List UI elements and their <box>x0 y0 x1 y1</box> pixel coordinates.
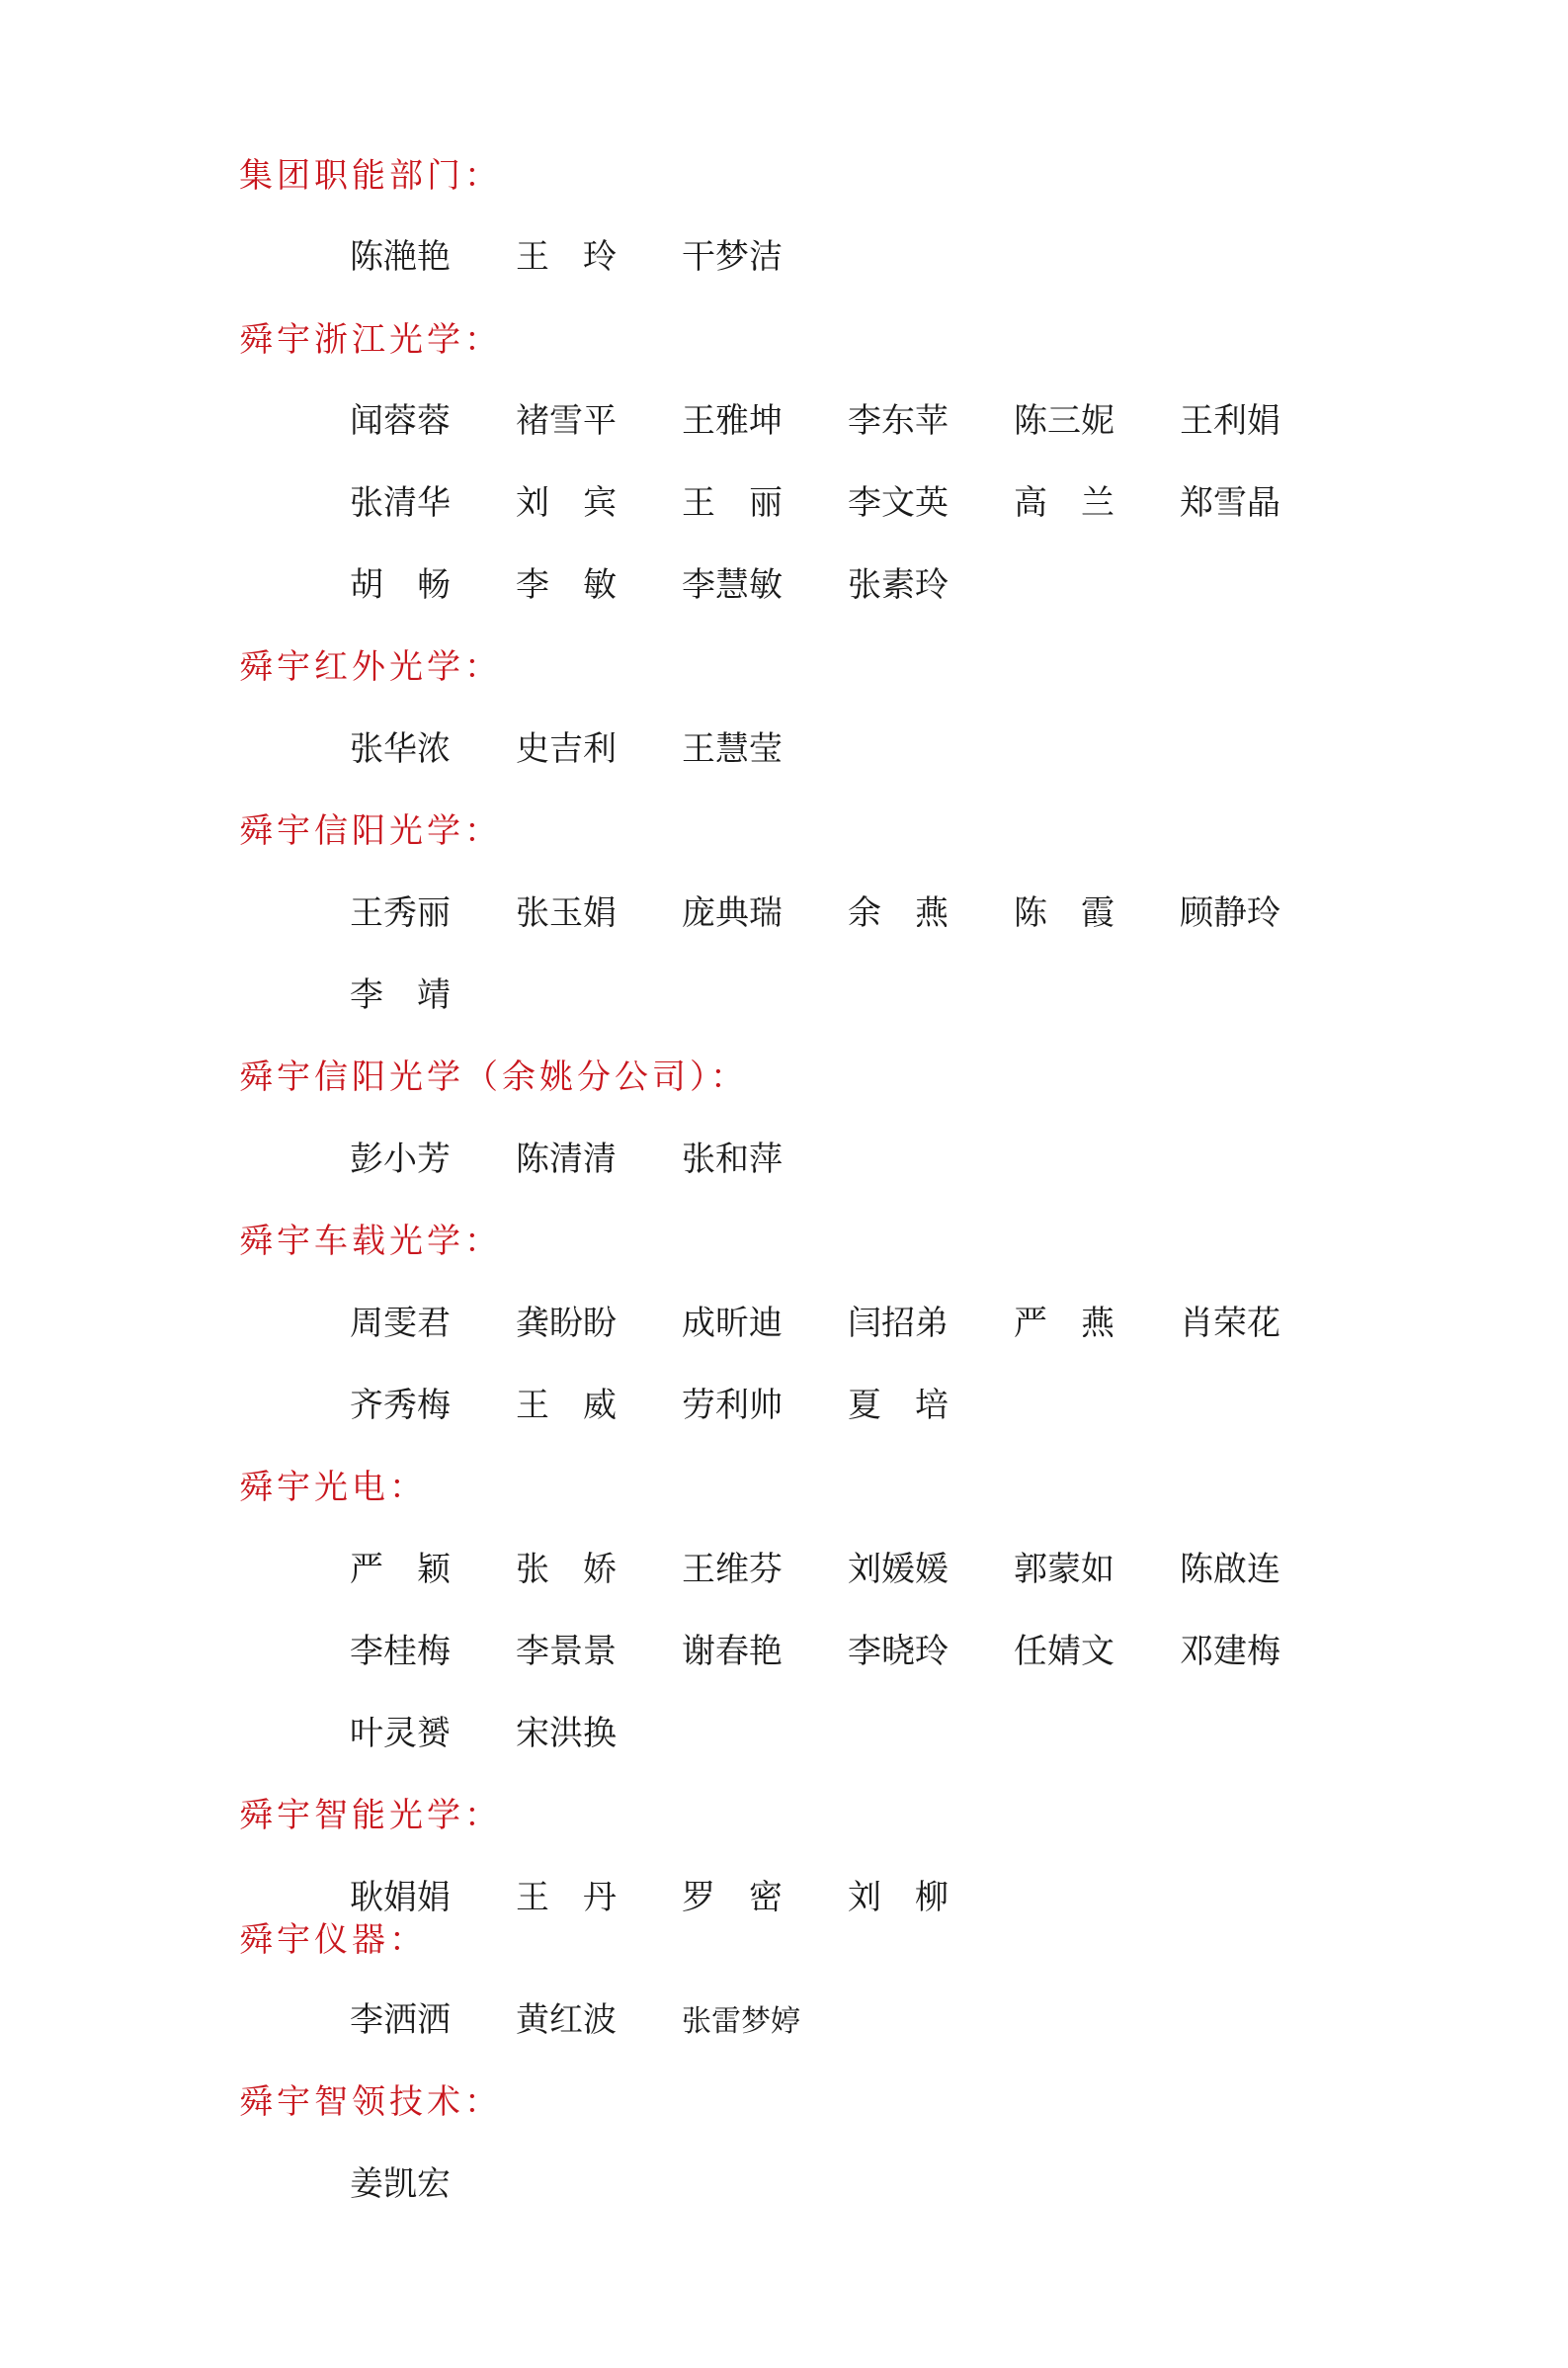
member-name: 王秀丽 <box>350 893 451 933</box>
section-title-infrared-optics: 舜宇红外光学： <box>239 647 502 687</box>
member-name: 王雅坤 <box>682 401 783 441</box>
member-name: 李晓玲 <box>848 1632 949 1671</box>
member-name: 郭蒙如 <box>1014 1550 1114 1589</box>
member-name: 劳利帅 <box>682 1386 783 1425</box>
member-name: 罗 密 <box>682 1878 783 1917</box>
section-title-xinyang-yuyao-branch: 舜宇信阳光学（余姚分公司）： <box>239 1057 748 1097</box>
section-title-vehicle-optics: 舜宇车载光学： <box>239 1222 502 1261</box>
member-name: 夏 培 <box>848 1386 949 1425</box>
section-title-zhejiang-optics: 舜宇浙江光学： <box>239 320 502 360</box>
member-name: 谢春艳 <box>682 1632 783 1671</box>
member-name: 黄红波 <box>516 2000 617 2040</box>
member-name: 张和萍 <box>682 1140 783 1179</box>
member-name: 陈清清 <box>516 1140 617 1179</box>
member-name: 高 兰 <box>1014 483 1114 523</box>
section-title-intelligent-optics: 舜宇智能光学： <box>239 1796 502 1835</box>
member-name: 李洒洒 <box>350 2000 451 2040</box>
member-name: 周雯君 <box>350 1304 451 1343</box>
member-name: 胡 畅 <box>350 565 451 605</box>
member-name: 闫招弟 <box>848 1304 949 1343</box>
member-name: 庞典瑞 <box>682 893 783 933</box>
member-name: 褚雪平 <box>516 401 617 441</box>
member-name: 陈三妮 <box>1014 401 1114 441</box>
member-name: 李景景 <box>516 1632 617 1671</box>
member-name: 李东苹 <box>848 401 949 441</box>
section-title-zhiling-technology: 舜宇智领技术： <box>239 2082 502 2122</box>
member-name: 李 靖 <box>350 975 451 1015</box>
member-name: 郑雪晶 <box>1180 483 1280 523</box>
member-name: 王 威 <box>516 1386 617 1425</box>
member-name: 张华浓 <box>350 729 451 769</box>
member-name: 闻蓉蓉 <box>350 401 451 441</box>
member-name: 严 燕 <box>1014 1304 1114 1343</box>
member-name: 张清华 <box>350 483 451 523</box>
member-name: 刘 宾 <box>516 483 617 523</box>
member-name: 张 娇 <box>516 1550 617 1589</box>
member-name: 陈 霞 <box>1014 893 1114 933</box>
member-name: 成昕迪 <box>682 1304 783 1343</box>
member-name: 王维芬 <box>682 1550 783 1589</box>
member-name: 李慧敏 <box>682 565 783 605</box>
member-name: 李文英 <box>848 483 949 523</box>
member-name: 姜凯宏 <box>350 2164 451 2204</box>
member-name: 王 丽 <box>682 483 783 523</box>
member-name: 耿娟娟 <box>350 1878 451 1917</box>
member-name: 李 敏 <box>516 565 617 605</box>
member-name: 王慧莹 <box>682 729 783 769</box>
member-name: 彭小芳 <box>350 1140 451 1179</box>
member-name: 邓建梅 <box>1180 1632 1280 1671</box>
member-name: 李桂梅 <box>350 1632 451 1671</box>
member-name: 齐秀梅 <box>350 1386 451 1425</box>
member-name: 宋洪换 <box>516 1714 617 1753</box>
member-name: 任婧文 <box>1014 1632 1114 1671</box>
member-name: 王 丹 <box>516 1878 617 1917</box>
section-title-xinyang-optics: 舜宇信阳光学： <box>239 811 502 851</box>
member-name: 干梦洁 <box>682 237 783 277</box>
member-name: 叶灵赟 <box>350 1714 451 1753</box>
section-title-group-functions: 集团职能部门： <box>239 156 502 196</box>
member-name: 陈啟连 <box>1180 1550 1280 1589</box>
member-name: 王利娟 <box>1180 401 1280 441</box>
member-name: 刘媛媛 <box>848 1550 949 1589</box>
member-name: 龚盼盼 <box>516 1304 617 1343</box>
section-title-instruments: 舜宇仪器： <box>239 1920 427 1960</box>
member-name: 王 玲 <box>516 237 617 277</box>
member-name: 张素玲 <box>848 565 949 605</box>
member-name: 张玉娟 <box>516 893 617 933</box>
member-name: 顾静玲 <box>1180 893 1280 933</box>
member-name: 史吉利 <box>516 729 617 769</box>
member-name: 陈滟艳 <box>350 237 451 277</box>
member-name: 肖荣花 <box>1180 1304 1280 1343</box>
member-name: 刘 柳 <box>848 1878 949 1917</box>
member-name: 严 颖 <box>350 1550 451 1589</box>
member-name: 张雷梦婷 <box>682 2004 800 2039</box>
section-title-optoelectronics: 舜宇光电： <box>239 1468 427 1507</box>
member-name: 余 燕 <box>848 893 949 933</box>
